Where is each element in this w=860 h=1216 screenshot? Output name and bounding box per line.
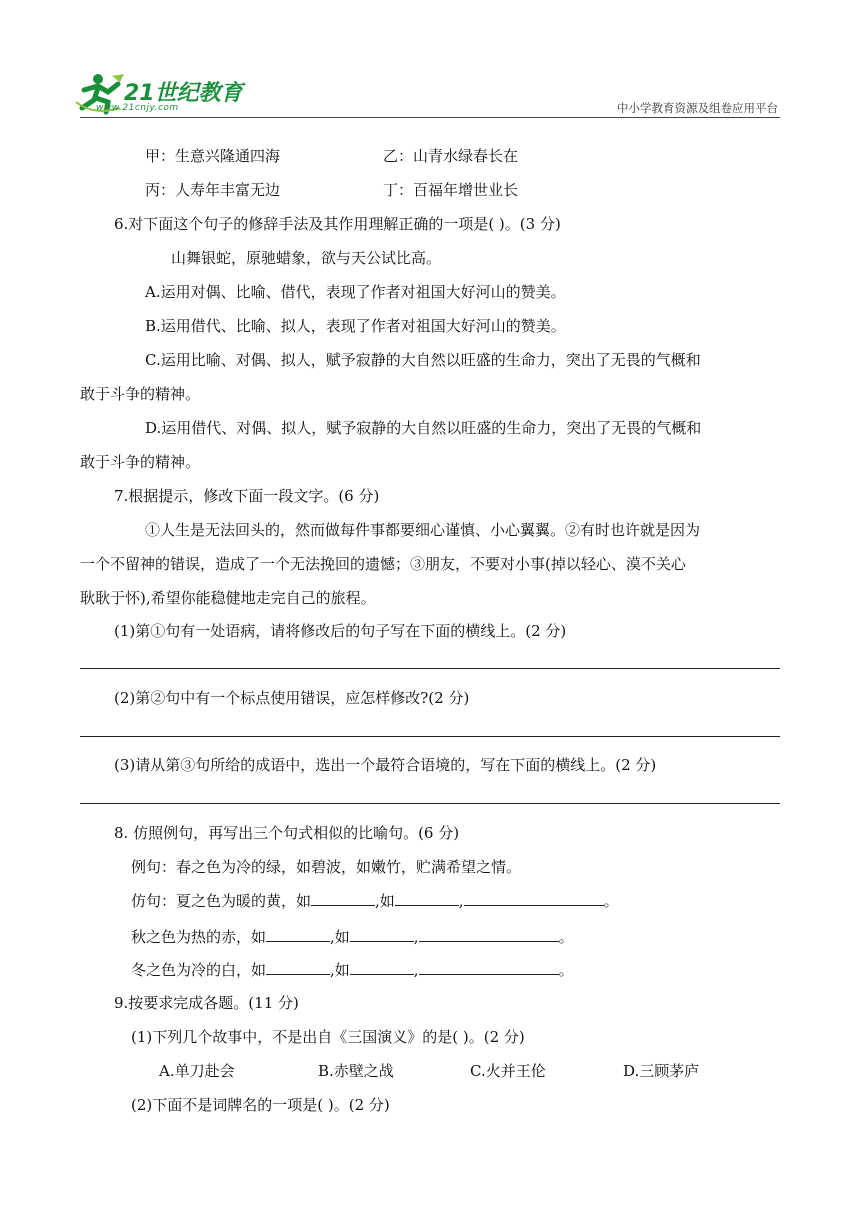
q6-option-c-cont: 敢于斗争的精神。 — [80, 385, 201, 403]
q7-stem: 7.根据提示，修改下面一段文字。(6 分) — [114, 487, 380, 505]
q8-imitate-2 — [131, 926, 574, 947]
q8-blank[interactable] — [395, 890, 459, 906]
q7-passage-line-3: 耿耿于怀),希望你能稳健地走完自己的旅程。 — [80, 589, 376, 607]
q6-option-d-cont: 敢于斗争的精神。 — [80, 453, 201, 471]
q8-blank-long[interactable] — [464, 890, 604, 906]
couplet-jia: 甲：生意兴隆通四海 — [145, 147, 281, 165]
q8-comma: , — [458, 892, 464, 910]
q6-option-d: D.运用借代、对偶、拟人，赋予寂静的大自然以旺盛的生命力，突出了无畏的气概和 — [145, 419, 702, 437]
q8-separator: ,如 — [330, 961, 350, 979]
q8-imitate-1-prefix: 仿句：夏之色为暖的黄，如 — [131, 892, 312, 910]
q7-answer-line-1[interactable] — [80, 668, 780, 669]
q8-example: 例句：春之色为冷的绿，如碧波，如嫩竹，贮满希望之情。 — [131, 858, 522, 876]
couplet-ding: 丁：百福年增世业长 — [383, 181, 519, 199]
q9-option-c: C.火并王伦 — [470, 1062, 546, 1080]
logo-text: 21世纪教育 — [124, 81, 243, 106]
logo-url: www.21cnjy.com — [96, 103, 179, 113]
q7-sub3: (3)请从第③句所给的成语中，选出一个最符合语境的，写在下面的横线上。(2 分) — [114, 756, 657, 774]
q8-blank-long[interactable] — [419, 959, 559, 975]
q7-answer-line-3[interactable] — [80, 803, 780, 804]
q8-end: 。 — [558, 928, 574, 946]
q9-sub2: (2)下面不是词牌名的一项是( )。(2 分) — [131, 1096, 390, 1114]
header-divider — [80, 117, 780, 118]
couplet-bing: 丙：人寿年丰富无边 — [145, 181, 281, 199]
q8-blank[interactable] — [350, 926, 414, 942]
q8-imitate-3-prefix: 冬之色为冷的白，如 — [131, 961, 267, 979]
q9-option-b: B.赤壁之战 — [318, 1062, 394, 1080]
q8-imitate-3 — [131, 959, 574, 980]
q8-stem: 8. 仿照例句，再写出三个句式相似的比喻句。(6 分) — [114, 824, 460, 842]
q8-blank[interactable] — [266, 926, 330, 942]
q8-comma: , — [413, 928, 419, 946]
platform-label: 中小学教育资源及组卷应用平台 — [617, 101, 778, 115]
q7-passage-line-1: ①人生是无法回头的，然而做每件事都要细心谨慎、小心翼翼。②有时也许就是因为 — [145, 521, 701, 539]
q8-separator: ,如 — [330, 928, 350, 946]
q7-sub1: (1)第①句有一处语病，请将修改后的句子写在下面的横线上。(2 分) — [114, 622, 567, 640]
q8-blank[interactable] — [311, 890, 375, 906]
q6-option-a: A.运用对偶、比喻、借代，表现了作者对祖国大好河山的赞美。 — [145, 283, 566, 301]
q6-stem: 6.对下面这个句子的修辞手法及其作用理解正确的一项是( )。(3 分) — [114, 215, 561, 233]
q8-end: 。 — [603, 892, 619, 910]
q9-stem: 9.按要求完成各题。(11 分) — [114, 994, 299, 1012]
q8-separator: ,如 — [375, 892, 395, 910]
q6-option-b: B.运用借代、比喻、拟人，表现了作者对祖国大好河山的赞美。 — [145, 317, 566, 335]
q8-imitate-1 — [131, 890, 619, 911]
q7-answer-line-2[interactable] — [80, 736, 780, 737]
q7-passage-line-2: 一个不留神的错误，造成了一个无法挽回的遗憾；③朋友，不要对小事(掉以轻心、漠不关心 — [80, 555, 686, 573]
q8-imitate-2-prefix: 秋之色为热的赤，如 — [131, 928, 267, 946]
couplet-yi: 乙：山青水绿春长在 — [383, 147, 519, 165]
q8-blank[interactable] — [350, 959, 414, 975]
q7-sub2: (2)第②句中有一个标点使用错误，应怎样修改?(2 分) — [114, 689, 470, 707]
q9-option-a: A.单刀赴会 — [159, 1062, 235, 1080]
q8-blank[interactable] — [266, 959, 330, 975]
q9-option-d: D.三顾茅庐 — [623, 1062, 700, 1080]
q8-blank-long[interactable] — [419, 926, 559, 942]
q8-comma: , — [413, 961, 419, 979]
site-logo — [74, 72, 244, 116]
q6-quote: 山舞银蛇，原驰蜡象，欲与天公试比高。 — [171, 249, 442, 267]
q9-sub1: (1)下列几个故事中，不是出自《三国演义》的是( )。(2 分) — [131, 1028, 525, 1046]
q8-end: 。 — [558, 961, 574, 979]
q6-option-c: C.运用比喻、对偶、拟人，赋予寂静的大自然以旺盛的生命力，突出了无畏的气概和 — [145, 351, 701, 369]
